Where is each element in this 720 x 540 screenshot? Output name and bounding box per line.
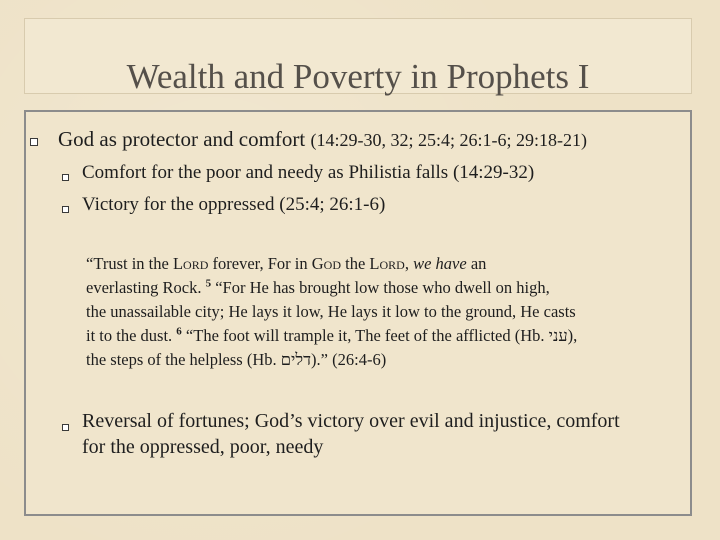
hebrew-word: עני — [548, 326, 568, 345]
main-point-text: God as protector and comfort — [58, 127, 311, 151]
sub-bullet-icon — [62, 424, 69, 431]
quote-line-1: “Trust in the Lord forever, For in God the Lord, we have an — [86, 254, 487, 273]
final-point-line-2: for the oppressed, poor, needy — [82, 436, 324, 458]
verse-number: 6 — [176, 325, 182, 338]
title-panel — [24, 18, 692, 94]
hebrew-word: דלים — [280, 350, 312, 369]
final-point — [82, 408, 682, 460]
final-point-line-1: Reversal of fortunes; God’s victory over evil and injustice, comfort — [82, 410, 620, 432]
main-point — [58, 126, 587, 153]
main-point-refs: (14:29-30, 32; 25:4; 26:1-6; 29:18-21) — [310, 130, 587, 150]
sub-bullet-icon — [62, 206, 69, 213]
bullet-icon — [30, 138, 38, 146]
quote-line-4: it to the dust. $^6$ “The foot will trample it, The feet of the afflicted (Hb. עני), — [86, 325, 578, 345]
sub-point-2: Victory for the oppressed (25:4; 26:1-6) — [82, 194, 386, 215]
sub-point-1: Comfort for the poor and needy as Philistia falls (14:29-32) — [82, 162, 535, 183]
quote-line-5: the steps of the helpless (Hb. דלים).” (26:4-6) — [86, 350, 387, 369]
quote-line-2: everlasting Rock. $^5$ “For He has brought low those who dwell on high, — [86, 277, 550, 297]
sub-bullet-icon — [62, 174, 69, 181]
scripture-quote — [86, 252, 686, 372]
verse-number: 5 — [205, 277, 212, 290]
quote-line-3: the unassailable city; He lays it low, He lays it low to the ground, He casts — [86, 302, 576, 321]
slide-title: Wealth and Poverty in Prophets I — [126, 57, 590, 96]
